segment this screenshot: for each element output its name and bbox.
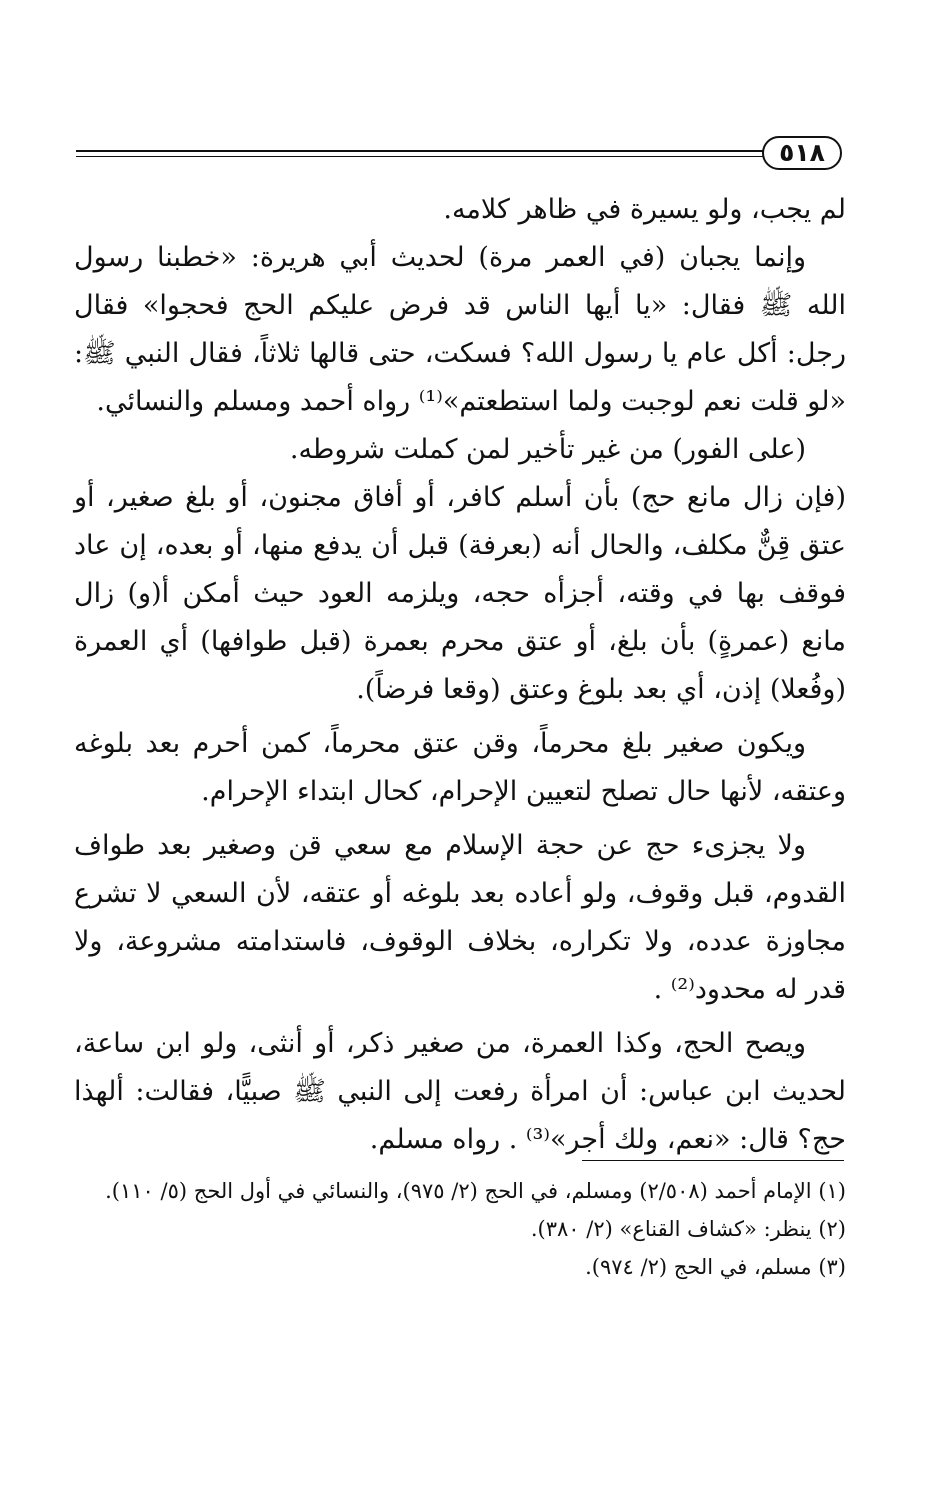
paragraph: ولا يجزىء حج عن حجة الإسلام مع سعي قن وصغير بعد طواف القدوم، قبل وقوف، ولو أعاده بعد بلوغه أو عتقه، لأن السعي لا تشرع مجاوزة عدده، ولا تكراره، بخلاف الوقوف، فاستدامته مشروعة، ولا قدر له محدود⁽²⁾ . [74, 830, 846, 1005]
footnotes [74, 1172, 846, 1286]
page-header [76, 136, 844, 180]
paragraph: ويكون صغير بلغ محرماً، وقن عتق محرماً، كمن أحرم بعد بلوغه وعتقه، لأنها حال تصلح لتعيين الإحرام، كحال ابتداء الإحرام. [74, 728, 846, 807]
paragraph: لم يجب، ولو يسيرة في ظاهر كلامه. [443, 194, 846, 225]
footnote: (١) الإمام أحمد (٢/٥٠٨) ومسلم، في الحج (٢/ ٩٧٥)، والنسائي في أول الحج (٥/ ١١٠). [105, 1179, 846, 1203]
paragraph: (فإن زال مانع حج) بأن أسلم كافر، أو أفاق مجنون، أو بلغ صغير، أو عتق قِنٌّ مكلف، والحال أنه (بعرفة) قبل أن يدفع منها، أو بعده، إن عاد فوقف بها في وقته، أجزأه حجه، ويلزمه العود حيث أمكن أ(و) زال مانع (عمرةٍ) بأن بلغ، أو عتق محرم بعمرة (قبل طوافها) أي العمرة (وفُعلا) إذن، أي بعد بلوغ وعتق (وقعا فرضاً). [74, 482, 846, 705]
footnote: (٣) مسلم، في الحج (٢/ ٩٧٤). [585, 1255, 846, 1279]
paragraph: وإنما يجبان (في العمر مرة) لحديث أبي هريرة: «خطبنا رسول الله ﷺ فقال: «يا أيها الناس قد فرض عليكم الحج فحجوا» فقال رجل: أكل عام يا رسول الله؟ فسكت، حتى قالها ثلاثاً، فقال النبي ﷺ: «لو قلت نعم لوجبت ولما استطعتم»⁽¹⁾ رواه أحمد ومسلم والنسائي. [74, 242, 846, 417]
main-text [74, 186, 846, 1164]
paragraph: (على الفور) من غير تأخير لمن كملت شروطه. [289, 434, 806, 465]
page-number: ٥١٨ [762, 136, 842, 170]
footnote: (٢) ينظر: «كشاف القناع» (٢/ ٣٨٠). [530, 1217, 846, 1241]
footnote-separator [582, 1160, 844, 1161]
header-rule [76, 150, 764, 152]
paragraph: ويصح الحج، وكذا العمرة، من صغير ذكر، أو أنثى، ولو ابن ساعة، لحديث ابن عباس: أن امرأة رفعت إلى النبي ﷺ صبيًّا، فقالت: ألهذا حج؟ قال: «نعم، ولك أجر»⁽³⁾ . رواه مسلم. [74, 1028, 846, 1155]
header-rule-thin [76, 156, 764, 157]
